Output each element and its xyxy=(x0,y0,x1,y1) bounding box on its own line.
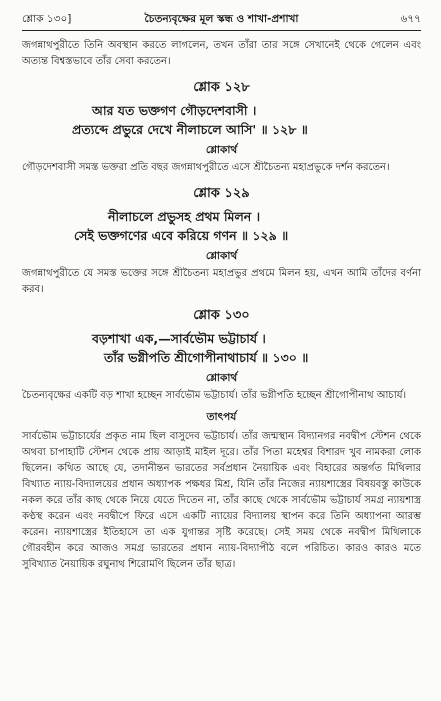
purport-paragraph: সার্বভৌম ভট্টাচার্যের প্রকৃত নাম ছিল বাসুদেব ভট্টাচার্য। তাঁর জন্মস্থান বিদ্যানগর নবদ্বীপ স্টেশন থেকে অথবা চাপাহাটি স্টেশন থেকে প্রায় আড়াই মাইল দূরে। তাঁর পিতা মহেশ্বর বিশারদ খুব নামকরা লোক ছিলেন। কথিত আছে যে, তদানীন্তন ভারতের সর্বপ্রধান নৈয়ায়িক এবং বিহারের অন্তর্গত মিথিলার বিখ্যাত ন্যায়-বিদ্যালয়ের প্রধান অধ্যাপক পক্ষধর মিশ্র, যিনি তাঁর নিজের ন্যায়শাস্ত্রের বিষয়বস্তু কাউকে নকল করে তাঁর কাছ থেকে নিয়ে যেতে দিতেন না, তাঁর কাছে থেকে সার্বভৌম ভট্টাচার্য সমগ্র ন্যায়শাস্ত্র কণ্ঠস্থ করেন এবং নবদ্বীপে ফিরে এসে একটি ন্যায়ের বিদ্যালয় স্থাপন করে তিনি অধ্যাপনা আরম্ভ করেন। ন্যায়শাস্ত্রের ইতিহাসে তা এক যুগান্তর সৃষ্টি করেছে। সেই সময় থেকে নবদ্বীপ মিথিলাকে গৌরবহীন করে আজও সমগ্র ভারতের প্রধান ন্যায়-বিদ্যাপীঠ বলে পরিচিত। কারও কারও মতে সুবিখ্যাত নৈয়ায়িক রঘুনাথ শিরোমণি ছিলেন তাঁর ছাত্র। xyxy=(22,431,421,570)
sloka-130-translation: চৈতন্যবৃক্ষের একটি বড় শাখা হচ্ছেন সার্বভৌম ভট্টাচার্য। তাঁর ভগ্নীপতি হচ্ছেন শ্রীগোপীনাথ আচার্য। xyxy=(22,390,407,401)
sloka-130-translation-title: শ্লোকার্থ xyxy=(205,372,238,384)
sloka-130-line-2: তাঁর ভগ্নীপতি শ্রীগোপীনাথাচার্য ॥ ১৩০ ॥ xyxy=(104,350,309,365)
header-verse-ref: শ্লোক ১৩০] xyxy=(22,13,72,25)
sloka-129-title: শ্লোক ১২৯ xyxy=(193,186,250,201)
intro-paragraph: জগন্নাথপুরীতে তিনি অবস্থান করতে লাগলেন, তখন তাঁরা তার সঙ্গে সেখানেই থেকে গেলেন এবং অত্যন্ত বিশ্বস্তভাবে তাঁর সেবা করতেন। xyxy=(22,40,421,67)
sloka-129-line-2: সেই ভক্তগণের এবে করিয়ে গণন ॥ ১২৯ ॥ xyxy=(74,228,289,243)
header-chapter-title: চৈতন্যবৃক্ষের মূল স্কন্ধ ও শাখা-প্রশাখা xyxy=(144,13,299,25)
sloka-128-translation-title: শ্লোকার্থ xyxy=(205,144,238,156)
sloka-128-title: শ্লোক ১২৮ xyxy=(193,80,250,95)
purport-title: তাৎপর্য xyxy=(206,411,237,423)
sloka-130-line-1: বড়শাখা এক,—সার্বভৌম ভট্টাচার্য । xyxy=(92,331,266,346)
sloka-128-line-2: প্রত্যব্দে প্রভুরে দেখে নীলাচলে আসি' ॥ ১২৮ ॥ xyxy=(72,122,308,137)
sloka-129-translation-title: শ্লোকার্থ xyxy=(205,250,238,262)
sloka-129-line-1: নীলাচলে প্রভুসহ প্রথম মিলন । xyxy=(108,209,261,224)
page-number: ৬৭৭ xyxy=(400,13,421,25)
running-header xyxy=(22,10,421,30)
page-content xyxy=(22,38,421,573)
sloka-130-title: শ্লোক ১৩০ xyxy=(193,308,250,323)
sloka-129-translation: জগন্নাথপুরীতে যে সমস্ত ভক্তের সঙ্গে শ্রীচৈতন্য মহাপ্রভুর প্রথমে মিলন হয়, এখন আমি তাঁদের বর্ণনা করব। xyxy=(22,268,421,295)
header-rule xyxy=(22,30,421,31)
sloka-128-translation: গৌড়দেশবাসী সমস্ত ভক্তরা প্রতি বছর জগন্নাথপুরীতে এসে শ্রীচৈতন্য মহাপ্রভুকে দর্শন করতেন। xyxy=(22,162,390,173)
sloka-128-line-1: আর যত ভক্তগণ গৌড়দেশবাসী । xyxy=(92,103,257,118)
